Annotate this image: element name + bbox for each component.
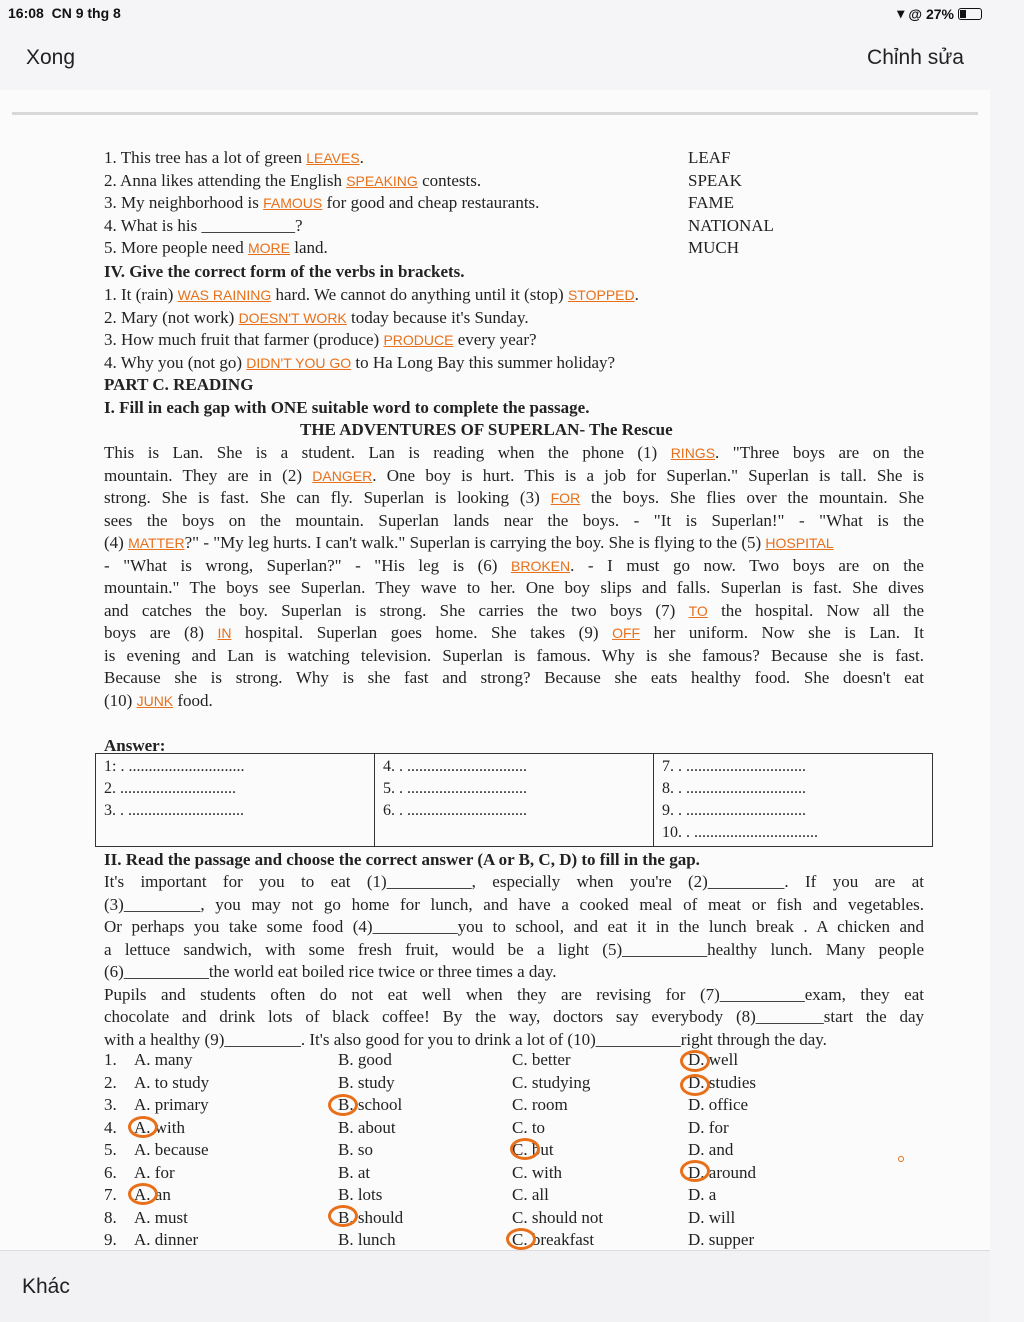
status-right [897,5,982,22]
verb-item [104,285,639,305]
other-button[interactable]: Khác [22,1275,70,1298]
option-item: A. must [134,1207,188,1227]
root-word: MUCH [688,238,740,257]
verb-item [104,353,615,373]
option-item: 8. [104,1207,117,1227]
passage-line [104,691,924,711]
handwritten-answer: MATTER [128,535,185,551]
passage-line: with a healthy (9)_________. It's also good for you to drink a lot of (10)__________right through the day. [104,1029,827,1049]
answer-slot: 5. . .............................. [383,780,527,797]
handwritten-answer: WAS RAINING [177,287,272,303]
word-form-item [104,171,481,191]
option-item: C. should not [512,1207,604,1227]
item-text: for good and cheap restaurants. [322,193,540,212]
item-text: ___________? [201,215,303,235]
passage-text: mountain. They are in (2) [104,465,313,485]
option-item: A. with [134,1117,185,1137]
answer-circle-5c [510,1138,540,1160]
answer-circle-4a [128,1116,158,1138]
word-form-item [104,216,302,236]
option-item: C. with [512,1162,563,1182]
passage-line [104,556,924,576]
option-item: A. for [134,1162,175,1182]
passage-line: chocolate and drink lots of black coffee! By the way, doctors say everybody (8)________start the day [104,1007,924,1026]
item-text: to Ha Long Bay this summer holiday? [351,352,616,372]
answer-slot: 4. . .............................. [383,758,527,775]
passage-line [104,533,944,553]
option-item: 7. [104,1185,117,1204]
answer-circle-6d [680,1160,710,1182]
option-item: D. for [688,1117,729,1137]
item-text: 2. Mary (not work) [104,307,239,327]
option-item: D. office [688,1095,749,1114]
passage-text: the hospital. Now all the [707,600,924,620]
passage-text: strong. She is fast. She can fly. Superlan is looking (3) [104,488,551,507]
passage-text: (10) [104,690,137,710]
option-item: D. supper [688,1230,755,1249]
word-form-item [104,238,328,258]
answer-circle-8b [328,1205,358,1227]
done-button[interactable]: Xong [26,46,76,69]
item-text: 1. This tree has a lot of green [104,148,307,167]
answer-slot: 9. . .............................. [662,802,806,819]
option-item: A. because [134,1140,209,1159]
passage-text: mountain." The boys see Superlan. They wave to her. One boy slips and falls. Superlan is fast. She dives [104,578,924,597]
handwritten-answer: JUNK [136,692,174,709]
option-item: D. well [688,1050,739,1069]
option-item: B. lots [338,1185,383,1204]
verb-item [104,330,537,350]
handwritten-answer: STOPPED [567,287,635,303]
battery-icon [958,8,982,20]
option-item: 1. [104,1050,117,1069]
passage-text: food. [173,690,213,710]
answer-slot: 6. . .............................. [383,802,527,819]
option-item: A. primary [134,1095,209,1114]
bottom-toolbar [0,1250,990,1322]
answer-col-3 [654,754,933,847]
option-item: C. but [512,1140,554,1159]
answer-label: Answer: [104,736,166,755]
passage-line [104,623,924,643]
option-item: D. a [688,1185,717,1204]
root-word: FAME [688,193,734,212]
option-item: B. good [338,1050,392,1069]
answer-slot: 3. . ............................. [104,802,244,819]
option-item: B. study [338,1072,395,1092]
handwritten-answer: LEAVES [306,150,360,166]
item-text: land. [289,238,328,257]
document-viewer[interactable] [0,90,990,1250]
passage-text: boys are (8) [104,623,218,642]
handwritten-answer: DANGER [312,467,373,484]
handwritten-answer: TO [688,602,708,619]
passage-line: a lettuce sandwich, with some fresh fruit, would be a light (5)__________healthy lunch. Many people [104,939,924,959]
answer-circle-1d [680,1050,710,1072]
option-item: C. better [512,1050,571,1069]
passage-text: . "Three boys are on the [715,443,924,462]
item-text: 2. Anna likes attending the English [104,170,347,190]
item-text: contests. [417,170,482,190]
item-text: 3. My neighborhood is [104,193,264,212]
passage-line [104,646,924,666]
item-text: 3. How much fruit that farmer (produce) [104,330,384,349]
passage-text: - "What is wrong, Superlan?" - "His leg is (6) [104,555,511,575]
option-item: B. school [338,1095,403,1114]
option-item: B. about [338,1117,396,1137]
handwritten-answer: PRODUCE [383,332,454,348]
answer-slot: 2. ............................. [104,780,236,797]
handwritten-answer: SPEAKING [346,172,418,189]
option-item: 5. [104,1140,117,1159]
item-text: . [359,148,364,167]
option-item: A. dinner [134,1230,199,1249]
answer-col-2 [375,754,654,847]
word-form-item [104,193,539,213]
item-text: 4. What is his [104,215,202,235]
answer-slot: 8. . .............................. [662,780,806,797]
item-text: hard. We cannot do anything until it (stop) [271,285,568,304]
answer-slot: 7. . .............................. [662,758,806,775]
answer-circle-3b [328,1094,358,1116]
handwritten-answer: DOESN'T WORK [238,309,347,326]
passage-text: and catches the boy. Superlan is strong. She carries the two boys (7) [104,600,689,620]
passage-line [104,668,924,688]
divider [12,112,978,115]
answer-circle-2d [680,1074,710,1096]
passage-text: hospital. Superlan goes home. She takes (9) [231,623,613,642]
option-item: C. room [512,1095,568,1114]
passage-text: ?" - "My leg hurts. I can't walk." Superlan is carrying the boy. She is flying to the (5) [184,533,766,552]
passage-line: Or perhaps you take some food (4)__________you to school, and eat it in the lunch break . A chicken and [104,917,924,936]
answer-circle-9c [506,1228,536,1250]
option-item: A. many [134,1050,193,1069]
root-word: LEAF [688,148,731,167]
item-text: today because it's Sunday. [346,307,529,327]
passage-line: (6)__________the world eat boiled rice twice or three times a day. [104,962,557,981]
root-word: NATIONAL [688,215,774,235]
edit-button[interactable]: Chỉnh sửa [867,46,964,69]
option-item: 3. [104,1095,117,1114]
handwritten-answer: FAMOUS [263,195,323,211]
handwritten-answer: RINGS [670,445,716,461]
handwritten-answer: HOSPITAL [765,535,834,551]
root-word: SPEAK [688,170,742,190]
option-item: D. will [688,1207,736,1227]
passage-text: her uniform. Now she is Lan. It [640,623,924,642]
option-item: A. an [134,1185,171,1204]
passage-line [104,443,924,463]
handwritten-answer: DIDN'T YOU GO [246,354,352,371]
item-text: 5. More people need [104,238,248,257]
option-item: 9. [104,1230,117,1249]
option-item: A. to study [134,1072,210,1092]
answer-slot: 1: . ............................. [104,758,245,775]
option-item: C. breakfast [512,1230,595,1249]
passage-title: THE ADVENTURES OF SUPERLAN- The Rescue [300,420,673,439]
passage-line [104,488,924,508]
passage-line [104,578,924,598]
answer-table [95,753,933,847]
passage-text: Because she is strong. Why is she fast and strong? Because she eats healthy food. She doesn't eat [104,668,924,687]
option-item: C. studying [512,1072,591,1092]
option-item: 4. [104,1117,117,1137]
handwritten-answer: OFF [612,625,641,641]
section-ii-heading: II. Read the passage and choose the correct answer (A or B, C, D) to fill in the gap. [104,850,700,869]
handwritten-answer: FOR [550,490,581,506]
option-item: 6. [104,1162,117,1182]
passage-text: (4) [104,533,129,552]
option-item: C. all [512,1185,549,1204]
passage-text: sees the boys on the mountain. Superlan lands near the boys. - "It is Superlan!" - "What is the [104,510,924,530]
passage-line [104,511,924,531]
passage-line [104,601,924,621]
item-text: . [634,285,639,304]
nav-bar [0,28,990,90]
option-item: D. around [688,1162,756,1182]
word-form-item [104,148,364,168]
item-text: 1. It (rain) [104,285,178,304]
passage-text: This is Lan. She is a student. Lan is reading when the phone (1) [104,443,671,462]
part-c-title: PART C. READING [104,375,254,394]
passage-line [104,466,924,486]
status-time: 16:08 CN 9 thg 8 [8,5,121,21]
status-bar [0,0,990,28]
option-item: D. and [688,1140,734,1159]
reading-instruction: I. Fill in each gap with ONE suitable word to complete the passage. [104,398,590,417]
stray-mark [898,1156,904,1162]
passage-text: the boys. She flies over the mountain. She [580,488,924,507]
passage-text: is evening and Lan is watching television. Superlan is famous. Why is she famous? Because she is fast. [104,645,924,665]
passage-text: . One boy is hurt. This is a job for Superlan." Superlan is tall. She is [372,465,924,485]
handwritten-answer: MORE [247,240,290,256]
section-iv-heading: IV. Give the correct form of the verbs in brackets. [104,262,465,281]
option-item: B. at [338,1162,371,1182]
option-item: B. so [338,1140,373,1159]
option-item: B. should [338,1207,404,1227]
battery-percent: 27% [925,5,954,22]
handwritten-answer: IN [217,625,232,641]
option-item: D. studies [688,1072,756,1092]
passage-line: Pupils and students often do not eat well when they are revising for (7)__________exam, they eat [104,984,924,1004]
item-text: every year? [453,330,537,349]
option-item: B. lunch [338,1230,396,1249]
lock-icon: @ [908,5,922,22]
wifi-icon: ▾ [897,5,905,21]
answer-col-1 [96,754,375,847]
option-item: 2. [104,1072,117,1092]
answer-circle-7a [128,1183,158,1205]
passage-line: (3)_________, you may not go home for lunch, and have a cooked meal of meat or fish and vegetables. [104,894,924,914]
answer-slot: 10. . ............................... [662,824,818,841]
handwritten-answer: BROKEN [511,557,571,574]
item-text: 4. Why you (not go) [104,352,247,372]
option-item: C. to [512,1117,546,1137]
verb-item [104,308,529,328]
passage-text: . - I must go now. Two boys are on the [570,555,924,575]
passage-line: It's important for you to eat (1)__________, especially when you're (2)_________. If you are at [104,872,924,891]
